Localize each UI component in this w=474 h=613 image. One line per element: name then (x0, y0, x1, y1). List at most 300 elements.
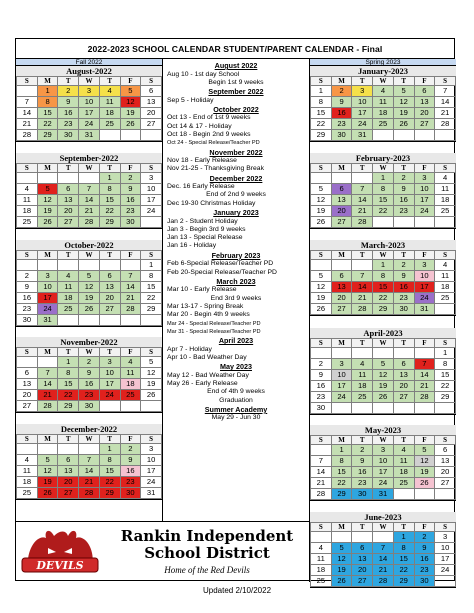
day-cell: 22 (393, 565, 414, 576)
day-cell: 14 (414, 370, 435, 381)
day-cell: 20 (58, 477, 79, 488)
day-cell: 10 (99, 368, 120, 379)
day-cell: 20 (331, 206, 352, 217)
day-cell (393, 489, 414, 500)
day-cell: 5 (393, 86, 414, 97)
event-item: Aug 10 - 1st day School (167, 70, 240, 78)
day-cell: 5 (37, 455, 58, 466)
month-name: December-2022 (16, 424, 162, 434)
day-cell: 8 (99, 184, 120, 195)
weekday-header: T (58, 164, 79, 173)
day-cell: 9 (17, 282, 38, 293)
spring-column (310, 58, 456, 585)
day-cell (120, 401, 141, 412)
day-cell: 12 (120, 97, 141, 108)
day-cell: 23 (311, 392, 332, 403)
day-cell: 1 (373, 260, 394, 271)
day-cell: 28 (79, 488, 100, 499)
day-cell: 30 (331, 130, 352, 141)
weekday-header: T (58, 251, 79, 260)
day-cell: 24 (141, 477, 162, 488)
day-cell (79, 444, 100, 455)
event-item: May 29 - Jun 30 (211, 414, 261, 422)
day-cell: 23 (414, 565, 435, 576)
day-cell: 24 (79, 119, 100, 130)
day-cell: 18 (17, 206, 38, 217)
day-cell: 3 (99, 357, 120, 368)
day-cell: 3 (435, 532, 456, 543)
day-cell: 23 (393, 293, 414, 304)
event-item: Nov 18 - Early Release (167, 157, 237, 165)
day-cell: 12 (79, 282, 100, 293)
day-cell: 4 (435, 173, 456, 184)
weekday-header: T (393, 523, 414, 532)
month-name: January-2023 (310, 66, 456, 76)
day-cell: 16 (393, 282, 414, 293)
day-cell: 8 (393, 543, 414, 554)
day-cell (141, 217, 162, 228)
day-cell: 11 (311, 554, 332, 565)
day-cell: 8 (37, 97, 58, 108)
day-cell (141, 130, 162, 141)
day-cell: 12 (414, 456, 435, 467)
day-cell (414, 130, 435, 141)
day-cell: 17 (37, 293, 58, 304)
day-cell: 11 (393, 456, 414, 467)
weekday-header: M (37, 435, 58, 444)
day-cell (352, 173, 373, 184)
event-item: Dec. 16 Early Release (167, 183, 235, 191)
day-cell: 3 (373, 445, 394, 456)
day-cell: 21 (352, 206, 373, 217)
event-item: Apr 7 - Holiday (167, 345, 212, 353)
day-cell (435, 489, 456, 500)
day-cell: 14 (435, 97, 456, 108)
weekday-header: S (141, 251, 162, 260)
school-name-line-2: School District (144, 544, 270, 562)
day-cell: 23 (120, 477, 141, 488)
day-cell: 31 (352, 130, 373, 141)
day-cell: 5 (311, 271, 332, 282)
month-name: April-2023 (310, 328, 456, 338)
day-cell: 10 (414, 184, 435, 195)
day-cell (373, 217, 394, 228)
day-cell: 15 (311, 108, 332, 119)
day-cell: 27 (58, 488, 79, 499)
event-item: Mar 13-17 - Spring Break (167, 302, 244, 310)
day-cell: 19 (373, 381, 394, 392)
day-cell (393, 348, 414, 359)
day-cell (373, 130, 394, 141)
day-cell: 14 (79, 466, 100, 477)
weekday-header: T (352, 436, 373, 445)
day-cell (435, 304, 456, 315)
day-cell: 30 (311, 403, 332, 414)
weekday-header: F (414, 523, 435, 532)
day-cell: 30 (414, 576, 435, 587)
day-cell (120, 260, 141, 271)
day-cell: 28 (311, 489, 332, 500)
day-cell: 7 (79, 184, 100, 195)
event-item: Oct 14 & 17 - Holiday (167, 122, 232, 130)
weekday-header: T (352, 77, 373, 86)
month-calendar (310, 328, 456, 415)
day-cell: 22 (141, 293, 162, 304)
weekday-header: F (120, 251, 141, 260)
weekday-header: M (331, 436, 352, 445)
day-cell (373, 532, 394, 543)
month-name: November-2022 (16, 337, 162, 347)
weekday-header: T (99, 251, 120, 260)
weekday-header: T (393, 339, 414, 348)
day-cell: 17 (352, 108, 373, 119)
day-cell: 28 (414, 392, 435, 403)
weekday-header: M (331, 164, 352, 173)
day-cell: 26 (311, 304, 332, 315)
day-cell (435, 403, 456, 414)
weekday-header: W (373, 251, 394, 260)
day-cell: 3 (79, 86, 100, 97)
day-cell: 25 (352, 392, 373, 403)
day-cell: 12 (393, 97, 414, 108)
day-cell: 1 (141, 260, 162, 271)
day-cell: 25 (120, 390, 141, 401)
day-cell: 22 (37, 119, 58, 130)
day-cell: 24 (141, 206, 162, 217)
month-name: March-2023 (310, 240, 456, 250)
event-item: Mar 24 - Special Release/Teacher PD (167, 320, 261, 327)
day-cell: 27 (331, 304, 352, 315)
day-cell: 8 (373, 184, 394, 195)
month-grid (310, 522, 456, 587)
event-item: Dec 19-30 Christmas Holiday (167, 199, 256, 207)
day-cell: 21 (373, 565, 394, 576)
day-cell: 19 (311, 206, 332, 217)
day-cell: 23 (17, 304, 38, 315)
day-cell: 17 (331, 381, 352, 392)
day-cell: 29 (331, 489, 352, 500)
weekday-header: F (414, 164, 435, 173)
day-cell: 10 (435, 543, 456, 554)
weekday-header: M (37, 164, 58, 173)
event-item: May 26 - Early Release (167, 380, 238, 388)
day-cell: 25 (435, 293, 456, 304)
day-cell: 22 (99, 206, 120, 217)
day-cell: 22 (373, 293, 394, 304)
day-cell: 15 (58, 379, 79, 390)
day-cell: 15 (331, 467, 352, 478)
day-cell: 31 (373, 489, 394, 500)
day-cell: 28 (373, 576, 394, 587)
day-cell: 26 (414, 478, 435, 489)
day-cell: 24 (373, 478, 394, 489)
day-cell: 10 (79, 97, 100, 108)
event-item: Jan 3 - Begin 3rd 9 weeks (167, 225, 246, 233)
day-cell: 23 (58, 119, 79, 130)
day-cell (393, 217, 414, 228)
day-cell: 16 (352, 467, 373, 478)
weekday-header: S (311, 164, 332, 173)
day-cell: 21 (37, 390, 58, 401)
month-calendar (310, 240, 456, 316)
day-cell: 29 (393, 576, 414, 587)
weekday-header: S (17, 164, 38, 173)
day-cell: 6 (141, 86, 162, 97)
day-cell: 30 (120, 488, 141, 499)
day-cell: 29 (141, 304, 162, 315)
day-cell: 5 (331, 543, 352, 554)
day-cell: 13 (58, 195, 79, 206)
day-cell: 18 (17, 477, 38, 488)
day-cell (435, 130, 456, 141)
day-cell (37, 173, 58, 184)
event-section-heading: Summer Academy (204, 404, 268, 414)
day-cell: 16 (17, 293, 38, 304)
day-cell (435, 217, 456, 228)
day-cell: 27 (58, 217, 79, 228)
weekday-header: F (120, 348, 141, 357)
day-cell: 1 (99, 173, 120, 184)
day-cell: 3 (352, 86, 373, 97)
day-cell: 25 (17, 488, 38, 499)
calendar-frame (15, 38, 455, 585)
day-cell: 7 (373, 543, 394, 554)
event-item: Mar 31 - Special Release/Teacher PD (167, 328, 261, 335)
day-cell: 18 (435, 195, 456, 206)
day-cell: 7 (79, 455, 100, 466)
day-cell: 20 (414, 108, 435, 119)
day-cell: 13 (435, 456, 456, 467)
day-cell: 30 (17, 315, 38, 326)
day-cell: 17 (99, 379, 120, 390)
event-section-heading: May 2023 (220, 362, 252, 372)
day-cell (17, 260, 38, 271)
day-cell: 4 (352, 359, 373, 370)
day-cell: 1 (99, 444, 120, 455)
day-cell: 17 (414, 195, 435, 206)
event-item: Jan 13 - Special Release (167, 234, 243, 242)
day-cell: 20 (99, 293, 120, 304)
day-cell: 27 (352, 576, 373, 587)
weekday-header: M (331, 523, 352, 532)
weekday-header: S (435, 523, 456, 532)
month-name: October-2022 (16, 240, 162, 250)
day-cell (141, 401, 162, 412)
day-cell: 3 (414, 173, 435, 184)
day-cell (37, 260, 58, 271)
day-cell (331, 173, 352, 184)
day-cell: 27 (99, 304, 120, 315)
day-cell: 18 (373, 108, 394, 119)
day-cell: 19 (331, 565, 352, 576)
day-cell (352, 532, 373, 543)
weekday-header: F (414, 436, 435, 445)
weekday-header: T (99, 77, 120, 86)
month-calendar (310, 425, 456, 501)
weekday-header: T (352, 523, 373, 532)
day-cell: 4 (17, 455, 38, 466)
day-cell: 5 (37, 184, 58, 195)
day-cell: 3 (141, 173, 162, 184)
day-cell: 29 (435, 392, 456, 403)
day-cell: 7 (435, 86, 456, 97)
day-cell (120, 315, 141, 326)
day-cell: 24 (37, 304, 58, 315)
day-cell (393, 403, 414, 414)
day-cell: 11 (352, 370, 373, 381)
day-cell: 17 (141, 195, 162, 206)
weekday-header: W (373, 339, 394, 348)
day-cell: 21 (311, 478, 332, 489)
day-cell (373, 403, 394, 414)
day-cell: 9 (331, 97, 352, 108)
day-cell: 15 (373, 282, 394, 293)
day-cell: 7 (414, 359, 435, 370)
day-cell: 16 (79, 379, 100, 390)
day-cell: 9 (414, 543, 435, 554)
day-cell: 28 (79, 217, 100, 228)
day-cell: 6 (435, 445, 456, 456)
weekday-header: S (141, 435, 162, 444)
day-cell: 4 (393, 445, 414, 456)
day-cell: 6 (331, 184, 352, 195)
day-cell: 14 (17, 108, 38, 119)
day-cell: 24 (352, 119, 373, 130)
day-cell (414, 403, 435, 414)
month-grid (310, 435, 456, 500)
day-cell (17, 357, 38, 368)
day-cell (414, 348, 435, 359)
day-cell: 3 (414, 260, 435, 271)
event-item: May 12 - Bad Weather Day (167, 371, 249, 379)
day-cell: 2 (79, 357, 100, 368)
day-cell: 14 (79, 195, 100, 206)
weekday-header: S (435, 77, 456, 86)
event-item: Oct 13 - End of 1st 9 weeks (167, 114, 251, 122)
day-cell: 8 (435, 359, 456, 370)
day-cell: 31 (37, 315, 58, 326)
weekday-header: W (79, 164, 100, 173)
day-cell: 16 (120, 466, 141, 477)
day-cell: 25 (393, 478, 414, 489)
day-cell: 24 (99, 390, 120, 401)
day-cell: 22 (435, 381, 456, 392)
day-cell (58, 173, 79, 184)
day-cell: 21 (414, 381, 435, 392)
day-cell: 10 (331, 370, 352, 381)
day-cell: 22 (373, 206, 394, 217)
day-cell: 20 (435, 467, 456, 478)
day-cell: 10 (414, 271, 435, 282)
day-cell: 4 (435, 260, 456, 271)
day-cell: 9 (120, 184, 141, 195)
event-section-heading: August 2022 (214, 61, 258, 70)
day-cell (311, 532, 332, 543)
weekday-header: M (37, 77, 58, 86)
day-cell: 7 (37, 368, 58, 379)
day-cell: 19 (37, 206, 58, 217)
weekday-header: T (352, 251, 373, 260)
day-cell: 19 (393, 108, 414, 119)
day-cell: 20 (17, 390, 38, 401)
day-cell: 22 (331, 478, 352, 489)
weekday-header: W (79, 77, 100, 86)
school-tagline: Home of the Red Devils (164, 565, 250, 575)
event-item: Graduation (219, 396, 253, 404)
day-cell: 14 (352, 195, 373, 206)
day-cell (311, 445, 332, 456)
day-cell: 13 (99, 282, 120, 293)
day-cell: 10 (141, 455, 162, 466)
updated-date: Updated 2/10/2022 (202, 586, 272, 595)
weekday-header: S (141, 164, 162, 173)
day-cell: 18 (99, 108, 120, 119)
day-cell (435, 576, 456, 587)
day-cell (331, 532, 352, 543)
day-cell: 29 (58, 401, 79, 412)
day-cell: 30 (58, 130, 79, 141)
day-cell: 18 (393, 467, 414, 478)
month-calendar (310, 66, 456, 142)
day-cell: 21 (79, 206, 100, 217)
month-calendar (16, 66, 162, 142)
event-item: End of 4th 9 weeks (207, 388, 265, 396)
day-cell: 12 (311, 282, 332, 293)
day-cell: 11 (435, 271, 456, 282)
day-cell (99, 260, 120, 271)
day-cell: 27 (17, 401, 38, 412)
weekday-header: T (99, 435, 120, 444)
day-cell: 17 (373, 467, 394, 478)
day-cell: 19 (79, 293, 100, 304)
day-cell: 9 (311, 370, 332, 381)
day-cell: 9 (393, 184, 414, 195)
day-cell: 9 (120, 455, 141, 466)
weekday-header: T (352, 339, 373, 348)
month-name: September-2022 (16, 153, 162, 163)
weekday-header: S (435, 436, 456, 445)
weekday-header: F (120, 435, 141, 444)
day-cell: 11 (58, 282, 79, 293)
day-cell: 15 (393, 554, 414, 565)
day-cell: 16 (331, 108, 352, 119)
day-cell: 15 (99, 466, 120, 477)
day-cell: 29 (99, 488, 120, 499)
day-cell: 23 (393, 206, 414, 217)
school-name (108, 528, 306, 562)
day-cell: 3 (141, 444, 162, 455)
calendar-title: 2022-2023 SCHOOL CALENDAR STUDENT/PARENT CALENDAR - Final (16, 39, 454, 59)
day-cell: 4 (373, 86, 394, 97)
spring-semester-label: Spring 2023 (310, 59, 456, 66)
day-cell: 5 (141, 357, 162, 368)
event-item: Apr 10 - Bad Weather Day (167, 353, 247, 361)
day-cell: 1 (331, 445, 352, 456)
month-grid (16, 76, 162, 141)
day-cell: 26 (37, 488, 58, 499)
day-cell: 17 (435, 554, 456, 565)
day-cell: 28 (120, 304, 141, 315)
weekday-header: W (373, 523, 394, 532)
weekday-header: F (414, 339, 435, 348)
day-cell: 2 (393, 173, 414, 184)
day-cell: 30 (393, 304, 414, 315)
day-cell: 19 (311, 293, 332, 304)
day-cell: 30 (79, 401, 100, 412)
day-cell (393, 130, 414, 141)
day-cell: 2 (352, 445, 373, 456)
day-cell: 2 (120, 173, 141, 184)
